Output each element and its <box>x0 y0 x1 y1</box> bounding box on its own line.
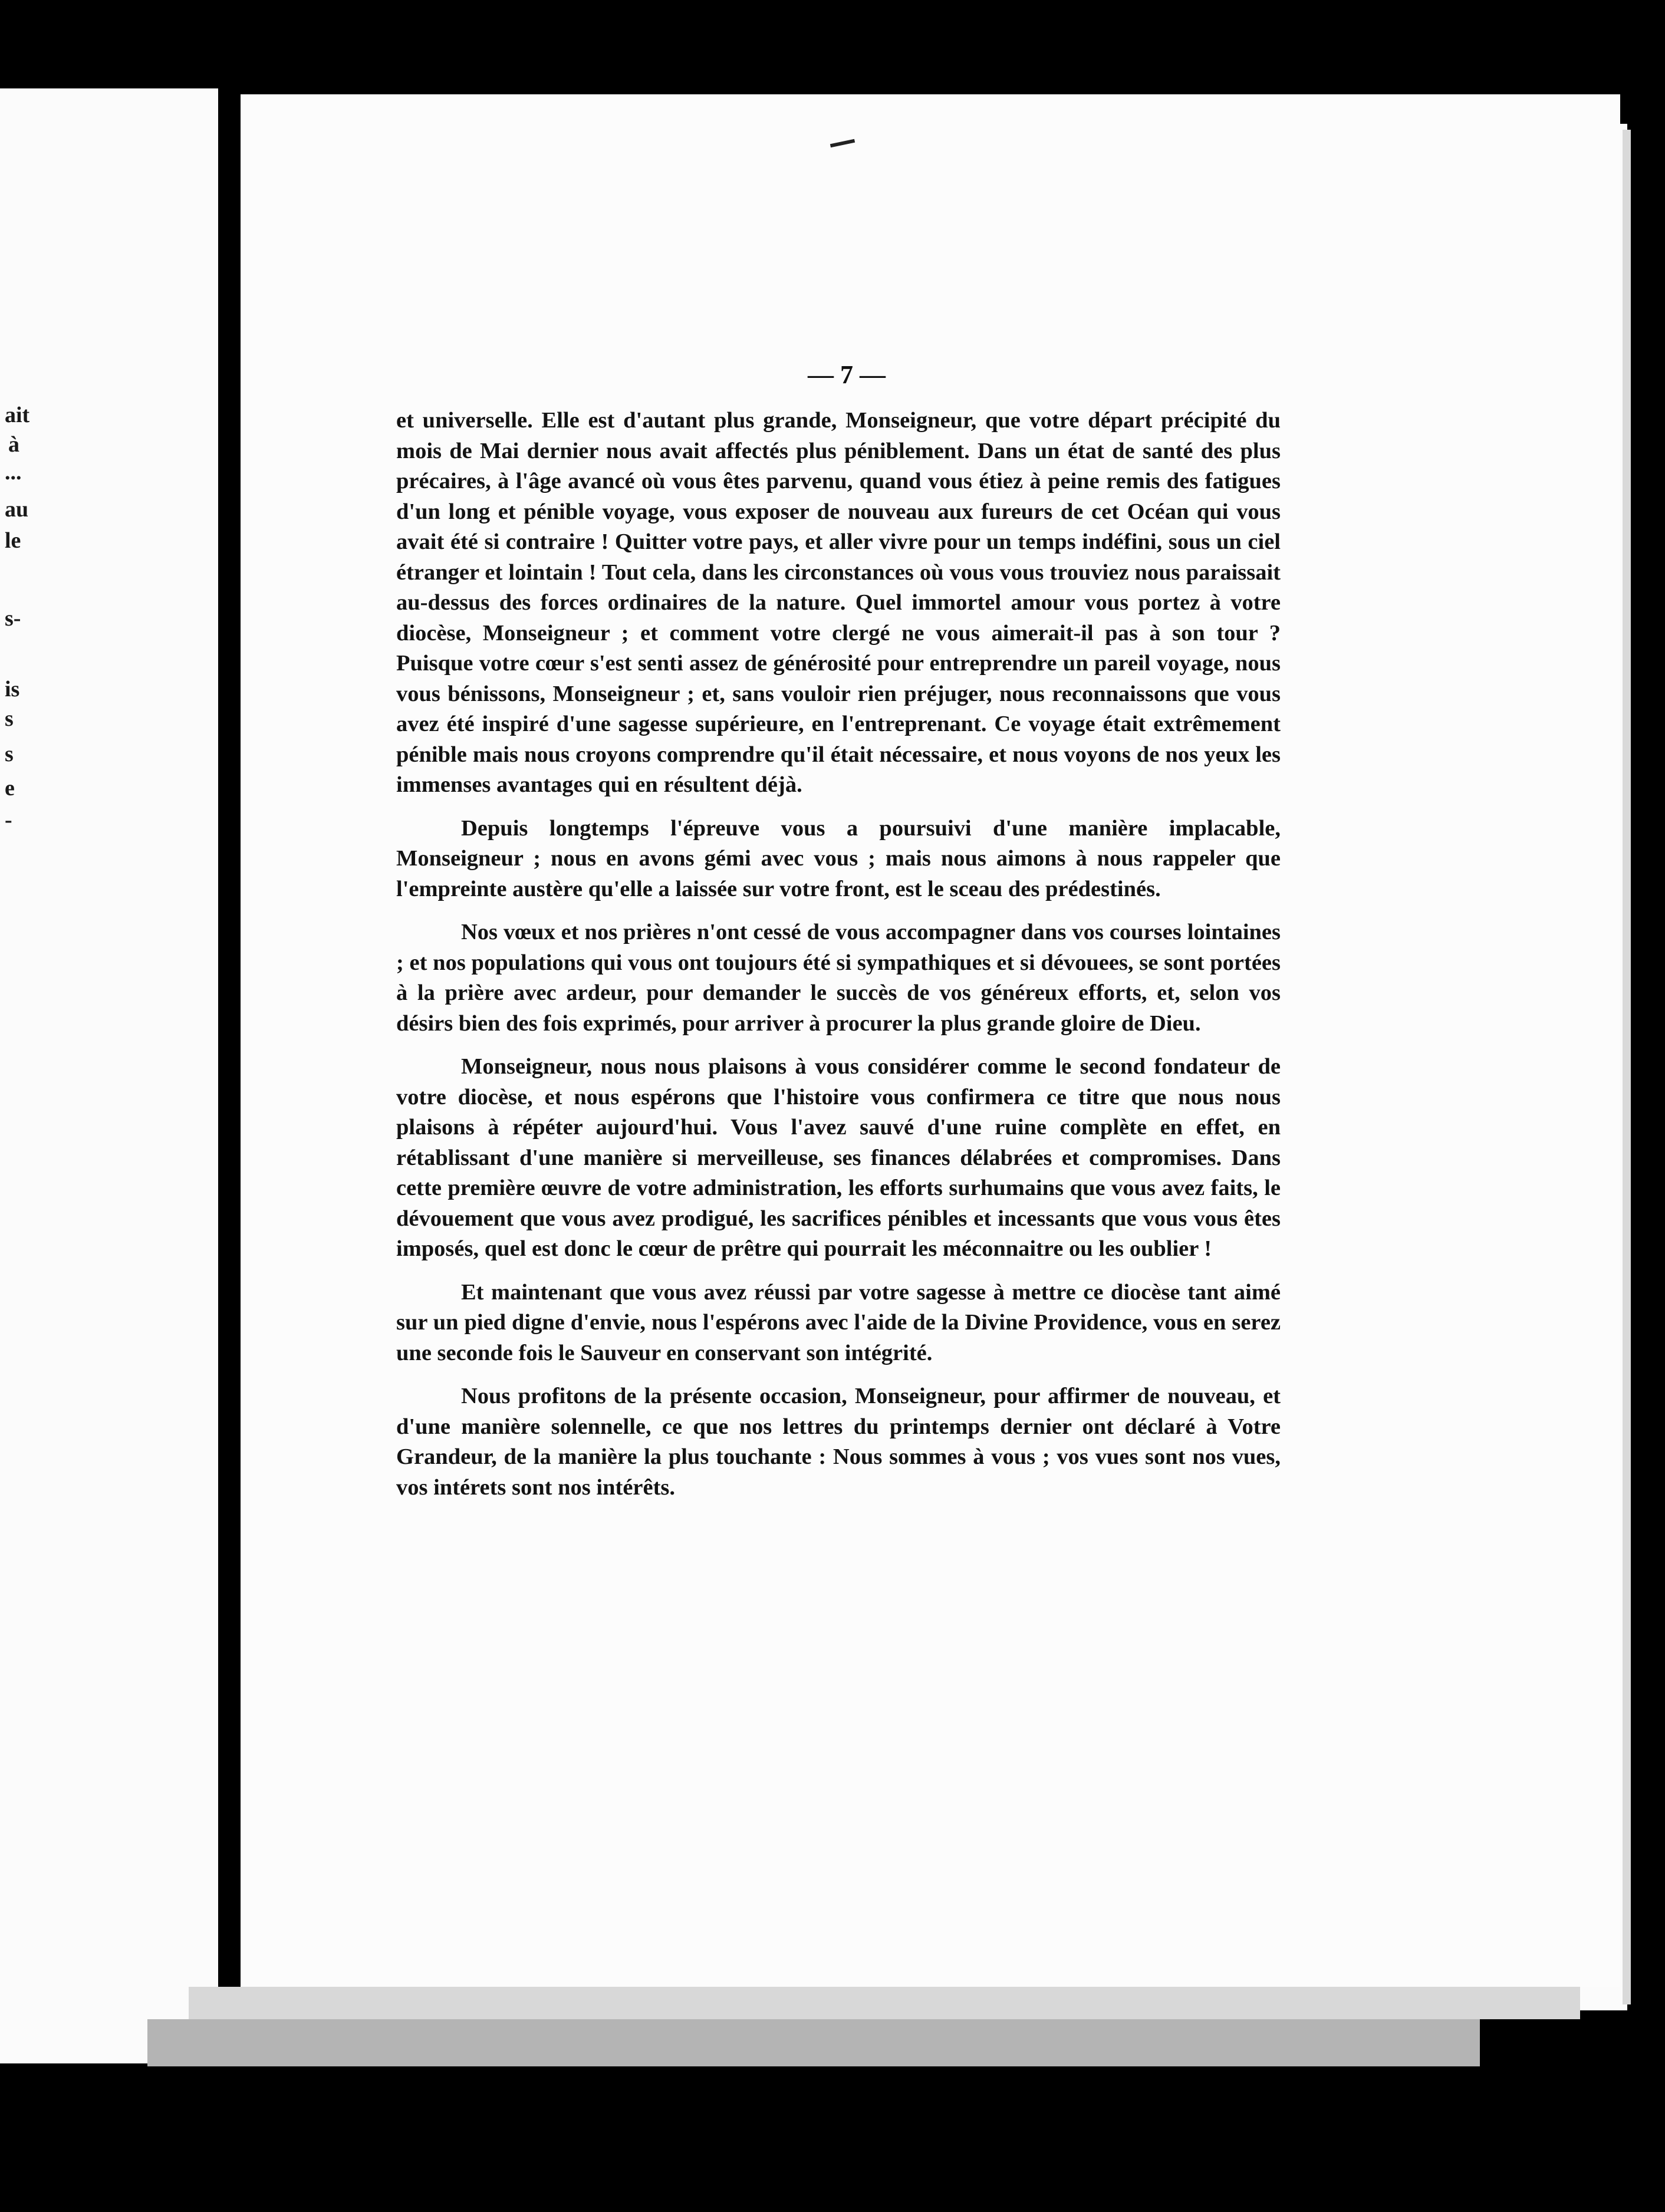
paragraph: Nos vœux et nos prières n'ont cessé de vous accompagner dans vos courses lointaines ; et nos populations qui vous ont toujours été si sympathiques et si dévouees, se sont portées à la prière avec ardeur, pour demander le succès de vos généreux efforts, et, selon vos désirs bien des fois exprimés, pour arriver à procurer la plus grande gloire de Dieu. <box>396 920 1281 1036</box>
left-margin-fragment: is <box>5 677 20 702</box>
paragraph: Depuis longtemps l'épreuve vous a poursuivi d'une manière implacable, Monseigneur ; nous en avons gémi avec vous ; mais nous aimons à nous rappeler que l'empreinte austère qu'elle a laissée sur votre front, est le sceau des prédestinés. <box>396 815 1281 901</box>
paragraph: et universelle. Elle est d'autant plus grande, Monseigneur, que votre départ précipité du mois de Mai dernier nous avait affectés plus péniblement. Dans un état de santé des plus précaires, à l'âge avancé où vous êtes parvenu, quand vous étiez à peine remis des fatigues d'un long et pénible voyage, vous exposer de nouveau aux fureurs de cet Océan qui vous avait été si contraire ! Quitter votre pays, et aller vivre pour un temps indéfini, sous un ciel étranger et lointain ! Tout cela, dans les circonstances où vous vous trouviez nous paraissait au-dessus des forces ordinaires de la nature. Quel immortel amour vous portez à votre diocèse, Monseigneur ; et comment votre clergé ne vous aimerait-il pas à son tour ? Puisque votre cœur s'est senti assez de générosité pour entreprendre un pareil voyage, nous vous bénissons, Monseigneur ; et, sans vouloir rien préjuger, nous reconnaissons que vous avez été inspiré d'une sagesse supérieure, en l'entreprenant. Ce voyage était extrêmement pénible mais nous croyons comprendre qu'il était nécessaire, et nous voyons de nos yeux les immenses avantages qui en résultent déjà. <box>396 408 1281 797</box>
body-text <box>396 406 1281 1503</box>
page-edge <box>1623 130 1631 2004</box>
book-binding-edge <box>147 2019 1480 2066</box>
left-margin-fragment: à <box>8 432 19 457</box>
left-page-fragment <box>0 88 218 2063</box>
left-margin-fragment: le <box>5 528 21 553</box>
paragraph: Monseigneur, nous nous plaisons à vous considérer comme le second fondateur de votre diocèse, et nous espérons que l'histoire vous confirmera ce titre que nous nous plaisons à répéter aujourd'hui. Vous l'avez sauvé d'une ruine complète en effet, en rétablissant d'une manière si merveilleuse, ses finances délabrées et compromises. Dans cette première œuvre de votre administration, les efforts surhumains que vous avez faits, le dévouement que vous avez prodigué, les sacrifices pénibles et incessants que vous vous êtes imposés, quel est donc le cœur de prêtre qui pourrait les méconnaitre ou les oublier ! <box>396 1054 1281 1261</box>
page-bottom-edge <box>189 1987 1580 2019</box>
left-margin-fragment: s <box>5 742 14 766</box>
left-margin-fragment: ... <box>5 460 22 485</box>
left-margin-fragment: e <box>5 776 15 801</box>
paragraph: Et maintenant que vous avez réussi par votre sagesse à mettre ce diocèse tant aimé sur un pied digne d'envie, nous l'espérons avec l'aide de la Divine Providence, vous en serez une seconde fois le Sauveur en conservant son intégrité. <box>396 1279 1281 1365</box>
left-margin-fragment: s <box>5 706 14 731</box>
left-margin-fragment: s- <box>5 606 21 631</box>
left-margin-fragment: ait <box>5 403 30 427</box>
left-margin-fragment: - <box>5 808 12 832</box>
page-number: — 7 — <box>808 360 886 389</box>
left-margin-fragment: au <box>5 497 29 522</box>
paragraph: Nous profitons de la présente occasion, Monseigneur, pour affirmer de nouveau, et d'une manière solennelle, ce que nos lettres du printemps dernier ont déclaré à Votre Grandeur, de la manière la plus touchante : Nous sommes à vous ; vos vues sont nos vues, vos intérets sont nos intérêts. <box>396 1384 1281 1500</box>
